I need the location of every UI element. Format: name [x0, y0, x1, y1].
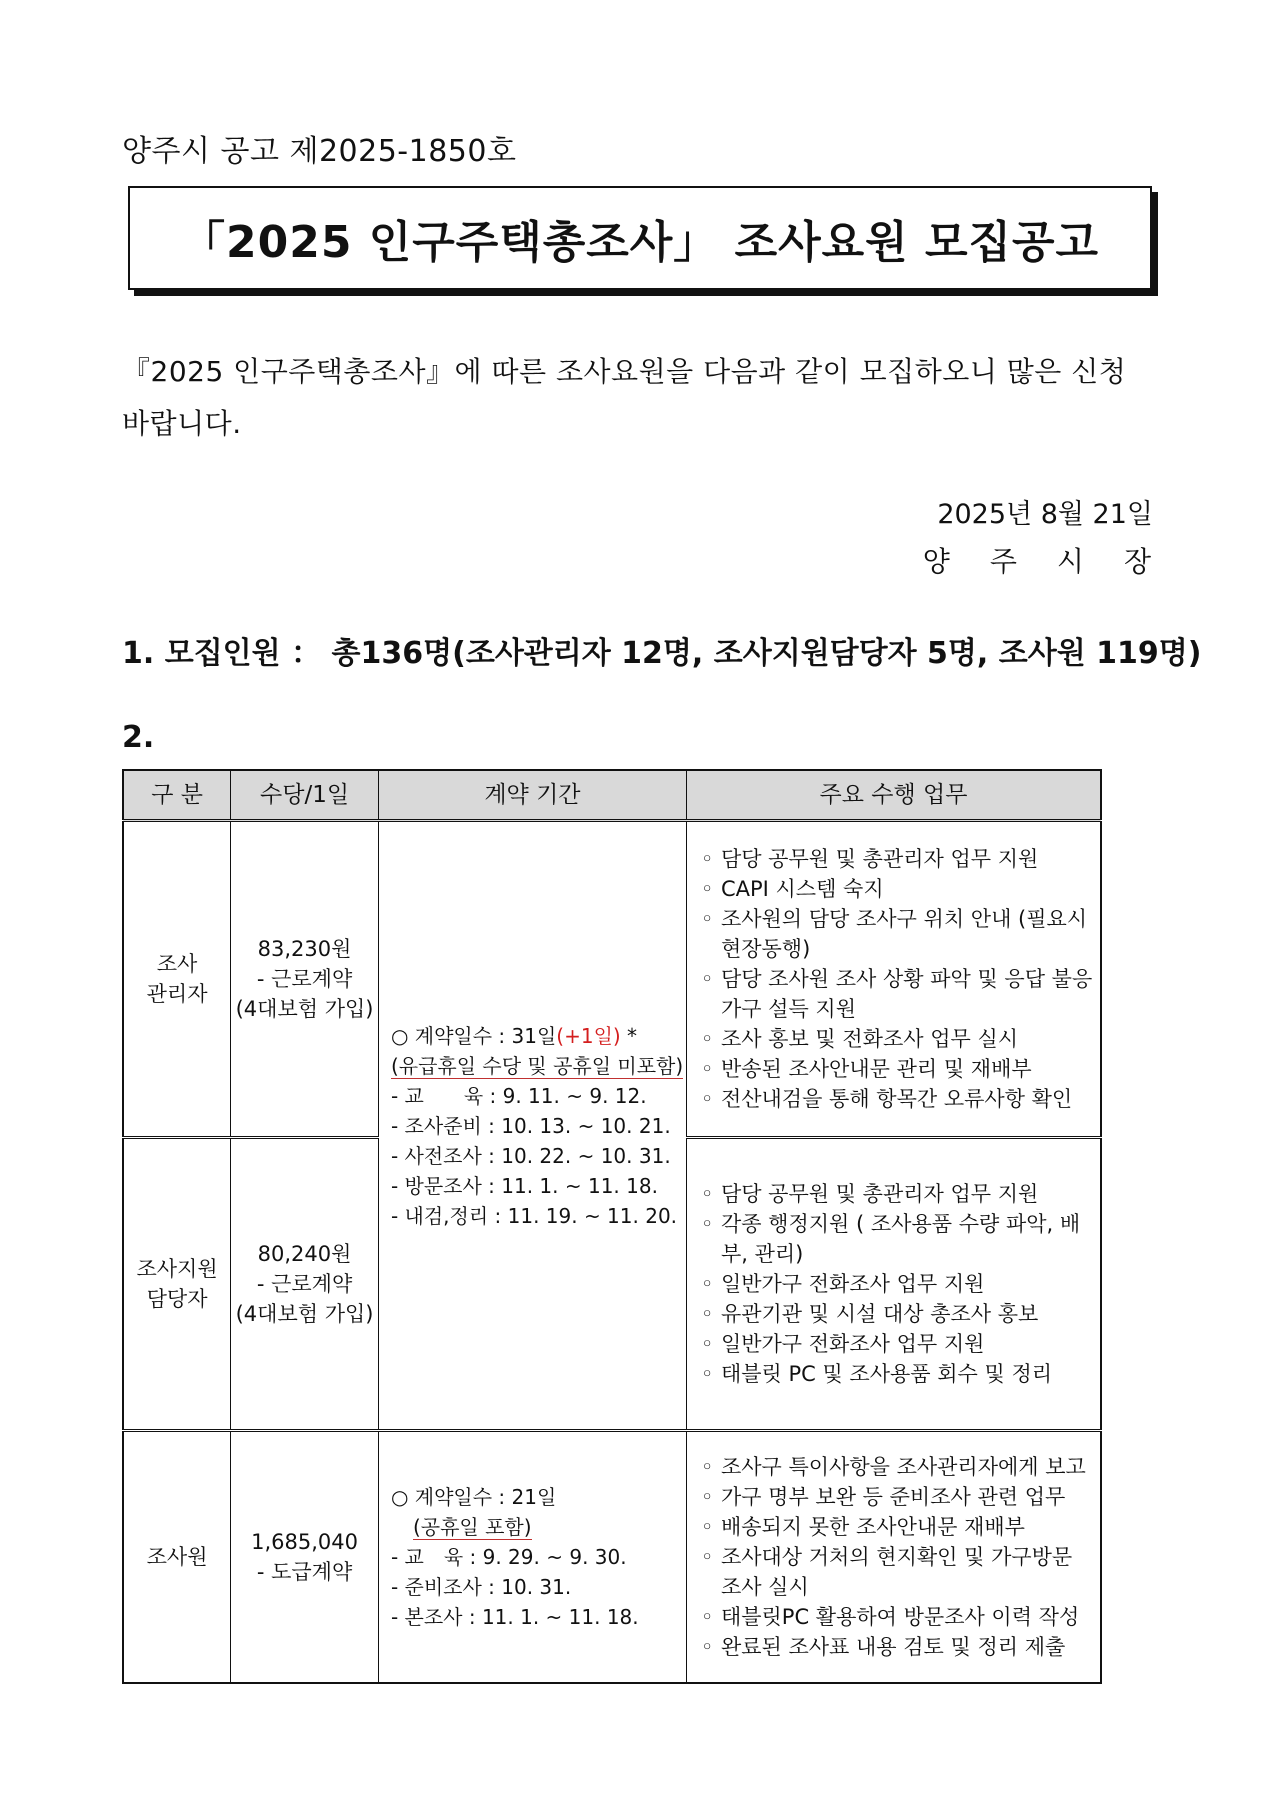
header-period: 계약 기간 [378, 770, 686, 821]
task-item: ◦ CAPI 시스템 숙지 [699, 874, 1099, 904]
section-recruitment-count [122, 628, 1201, 672]
period-item: - 본조사 : 11. 1. ~ 11. 18. [390, 1605, 639, 1629]
category-line: 담당자 [146, 1287, 208, 1311]
circle-bullet-icon: ○ [390, 1023, 409, 1048]
tasks-cell [686, 1431, 1101, 1684]
contract-type: - 근로계약 [256, 1272, 353, 1296]
task-item: ◦ 담당 공무원 및 총관리자 업무 지원 [699, 844, 1099, 874]
pay-amount: 1,685,040 [251, 1530, 358, 1554]
task-item: ◦ 담당 조사원 조사 상황 파악 및 응답 불응가구 설득 지원 [699, 964, 1099, 1024]
section-1-label: 1. 모집인원 [122, 636, 281, 671]
insurance-note: (4대보험 가입) [235, 1302, 374, 1326]
asterisk: * [620, 1023, 638, 1048]
period-note [391, 1051, 685, 1081]
signature: 양주시장 [922, 545, 1191, 578]
task-item: ◦ 전산내검을 통해 항목간 오류사항 확인 [699, 1084, 1099, 1114]
period-list [391, 1081, 685, 1231]
category-line: 조사 [156, 952, 198, 976]
period-item: - 준비조사 : 10. 31. [390, 1575, 572, 1599]
period-cell-shared [378, 821, 686, 1431]
announcement-date: 2025년 8월 21일 [937, 499, 1153, 530]
task-item: ◦ 각종 행정지원 ( 조사용품 수량 파악, 배부, 관리) [699, 1209, 1099, 1269]
task-item: ◦ 담당 공무원 및 총관리자 업무 지원 [699, 1179, 1099, 1209]
period-list [391, 1542, 685, 1632]
category-line: 관리자 [146, 982, 208, 1006]
pay-amount: 83,230원 [257, 937, 352, 961]
pay-amount: 80,240원 [257, 1242, 352, 1266]
period-item: - 교 육 : 9. 11. ~ 9. 12. [390, 1083, 647, 1108]
category-cell [123, 821, 231, 1138]
category-cell [123, 1138, 231, 1431]
intro-text: 『2025 인구주택총조사』에 따른 조사요원을 다음과 같이 모집하오니 많은 신청 바랍니다. [122, 355, 1127, 440]
task-item: ◦ 조사 홍보 및 전화조사 업무 실시 [699, 1024, 1099, 1054]
period-item: - 조사준비 : 10. 13. ~ 10. 21. [390, 1113, 671, 1138]
period-item: - 교 육 : 9. 29. ~ 9. 30. [390, 1545, 627, 1569]
period-head [391, 1482, 685, 1512]
task-item: ◦ 조사구 특이사항을 조사관리자에게 보고 [699, 1452, 1099, 1482]
task-item: ◦ 가구 명부 보완 등 준비조사 관련 업무 [699, 1482, 1099, 1512]
table-row [123, 821, 1101, 1138]
insurance-note: (4대보험 가입) [235, 997, 374, 1021]
table-row [123, 1431, 1101, 1684]
task-list [699, 1179, 1099, 1389]
task-item: ◦ 일반가구 전화조사 업무 지원 [699, 1269, 1099, 1299]
period-note-text: (유급휴일 수당 및 공휴일 미포함) [390, 1053, 684, 1078]
contract-type: - 도급계약 [256, 1560, 353, 1584]
task-item: ◦ 태블릿 PC 및 조사용품 회수 및 정리 [699, 1359, 1099, 1389]
task-item: ◦ 배송되지 못한 조사안내문 재배부 [699, 1512, 1099, 1542]
category-line: 조사원 [146, 1545, 208, 1569]
period-item: - 사전조사 : 10. 22. ~ 10. 31. [390, 1143, 671, 1168]
pay-cell [231, 821, 379, 1138]
period-item: - 내검,정리 : 11. 19. ~ 11. 20. [390, 1203, 678, 1228]
task-item: ◦ 반송된 조사안내문 관리 및 재배부 [699, 1054, 1099, 1084]
task-list [699, 1452, 1099, 1662]
page-title: 「2025 인구주택총조사」 조사요원 모집공고 [181, 217, 1099, 268]
header-category: 구 분 [123, 770, 231, 821]
header-pay: 수당/1일 [231, 770, 379, 821]
period-note-text: (공휴일 포함) [412, 1515, 532, 1539]
task-item: ◦ 조사원의 담당 조사구 위치 안내 (필요시 현장동행) [699, 904, 1099, 964]
task-list [699, 844, 1099, 1114]
section-1-separator: ： [291, 636, 322, 671]
task-item: ◦ 유관기관 및 시설 대상 총조사 홍보 [699, 1299, 1099, 1329]
task-item: ◦ 완료된 조사표 내용 검토 및 정리 제출 [699, 1632, 1099, 1662]
tasks-cell [686, 821, 1101, 1138]
pay-cell [231, 1138, 379, 1431]
task-item: ◦ 태블릿PC 활용하여 방문조사 이력 작성 [699, 1602, 1099, 1632]
section-1-text: 총136명(조사관리자 12명, 조사지원담당자 5명, 조사원 119명) [331, 636, 1202, 671]
title-box [128, 186, 1152, 290]
contract-days: 계약일수 : 21일 [414, 1485, 557, 1509]
contract-days: 계약일수 : 31일 [414, 1023, 557, 1048]
notice-number: 양주시 공고 제2025-1850호 [122, 134, 517, 169]
category-cell [123, 1431, 231, 1684]
period-head [391, 1021, 685, 1051]
section-2-label: 2. [122, 720, 155, 755]
circle-bullet-icon: ○ [390, 1485, 409, 1509]
category-line: 조사지원 [136, 1257, 218, 1281]
period-note [391, 1512, 685, 1542]
recruitment-table [122, 769, 1102, 1684]
table-header-row [123, 770, 1101, 821]
period-item: - 방문조사 : 11. 1. ~ 11. 18. [390, 1173, 658, 1198]
task-item: ◦ 일반가구 전화조사 업무 지원 [699, 1329, 1099, 1359]
header-tasks: 주요 수행 업무 [686, 770, 1101, 821]
extra-day: (+1일) [556, 1023, 621, 1048]
task-item: ◦ 조사대상 거처의 현지확인 및 가구방문 조사 실시 [699, 1542, 1099, 1602]
pay-cell [231, 1431, 379, 1684]
tasks-cell [686, 1138, 1101, 1431]
period-cell-surveyor [378, 1431, 686, 1684]
contract-type: - 근로계약 [256, 967, 353, 991]
